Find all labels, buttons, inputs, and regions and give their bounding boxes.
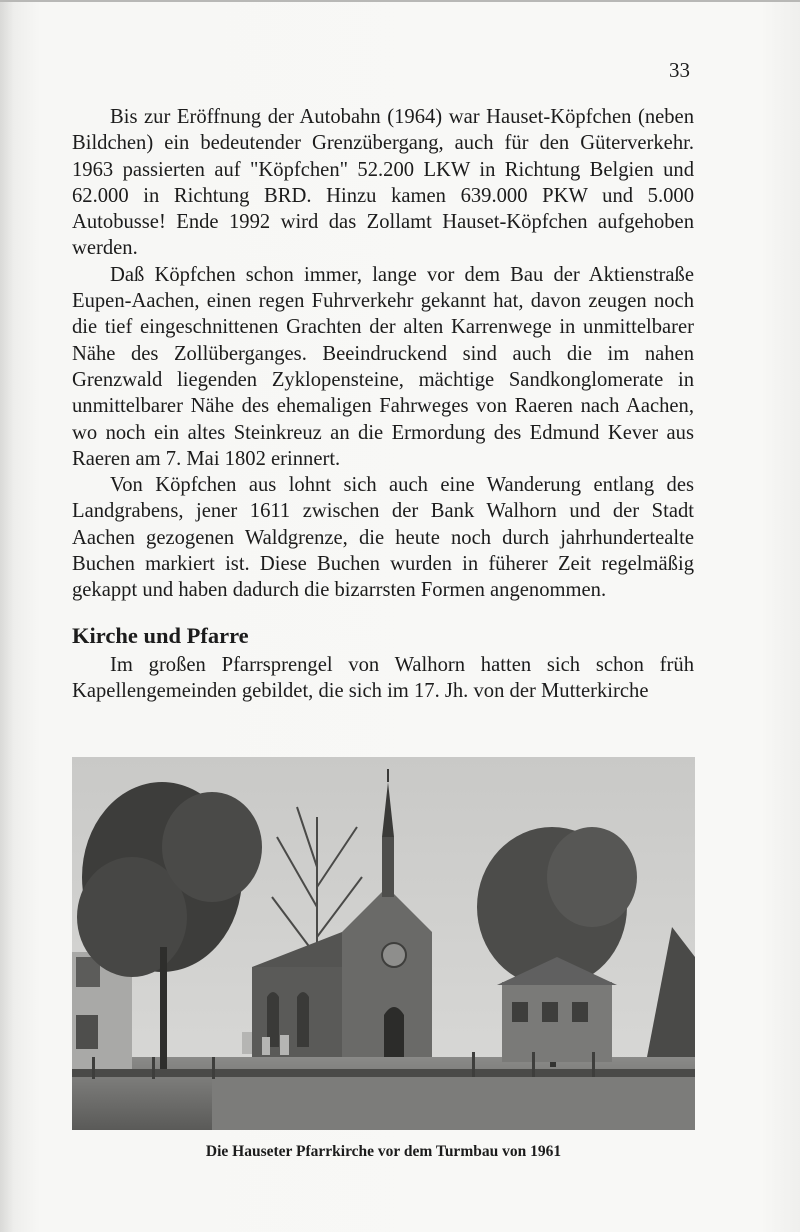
church-photo (72, 757, 695, 1130)
page-number: 33 (669, 58, 690, 82)
body-text (72, 104, 694, 704)
figure-caption: Die Hauseter Pfarrkirche vor dem Turmbau von 1961 (205, 1143, 562, 1160)
section-heading: Kirche und Pfarre (72, 622, 249, 648)
paragraph-landgraben: Von Köpfchen aus lohnt sich auch eine Wanderung entlang des Landgrabens, jener 1611 zwischen der Bank Walhorn und der Stadt Aachen gezogenen Waldgrenze, die heute noch durch jahrhundertealte Buchen markiert ist. Diese Buchen wurden in füherer Zeit regelmäßig gekappt und haben dadurch die bizarrsten Formen angenommen. (72, 474, 694, 602)
paragraph-koepfchen-history: Daß Köpfchen schon immer, lange vor dem Bau der Aktienstraße Eupen-Aachen, einen regen Fuhrverkehr gekannt hat, davon zeugen noch die tief eingeschnittenen Grachten der alten Karrenwege in unmittelbarer Nähe des Zollüberganges. Beeindruckend sind auch die im nahen Grenzwald liegenden Zyklopensteine, mächtige Sandkonglomerate in unmittelbarer Nähe des ehemaligen Fahrweges von Raeren nach Aachen, wo noch ein altes Steinkreuz an die Ermordung des Edmund Kever aus Raeren am 7. Mai 1802 erinnert. (72, 263, 694, 470)
top-edge-rule (0, 0, 800, 2)
paragraph-kirche: Im großen Pfarrsprengel von Walhorn hatten sich schon früh Kapellengemeinden gebildet, die sich im 17. Jh. von der Mutterkirche (72, 653, 694, 702)
church-photo-illustration (72, 757, 695, 1130)
paragraph-border-crossing: Bis zur Eröffnung der Autobahn (1964) war Hauset-Köpfchen (neben Bildchen) ein bedeutender Grenzübergang, auch für den Güterverkehr. 1963 passierten auf "Köpfchen" 52.200 LKW in Richtung Belgien und 62.000 in Richtung BRD. Hinzu kamen 639.000 PKW und 5.000 Autobusse! Ende 1992 wird das Zollamt Hauset-Köpfchen aufgehoben werden. (72, 106, 694, 260)
